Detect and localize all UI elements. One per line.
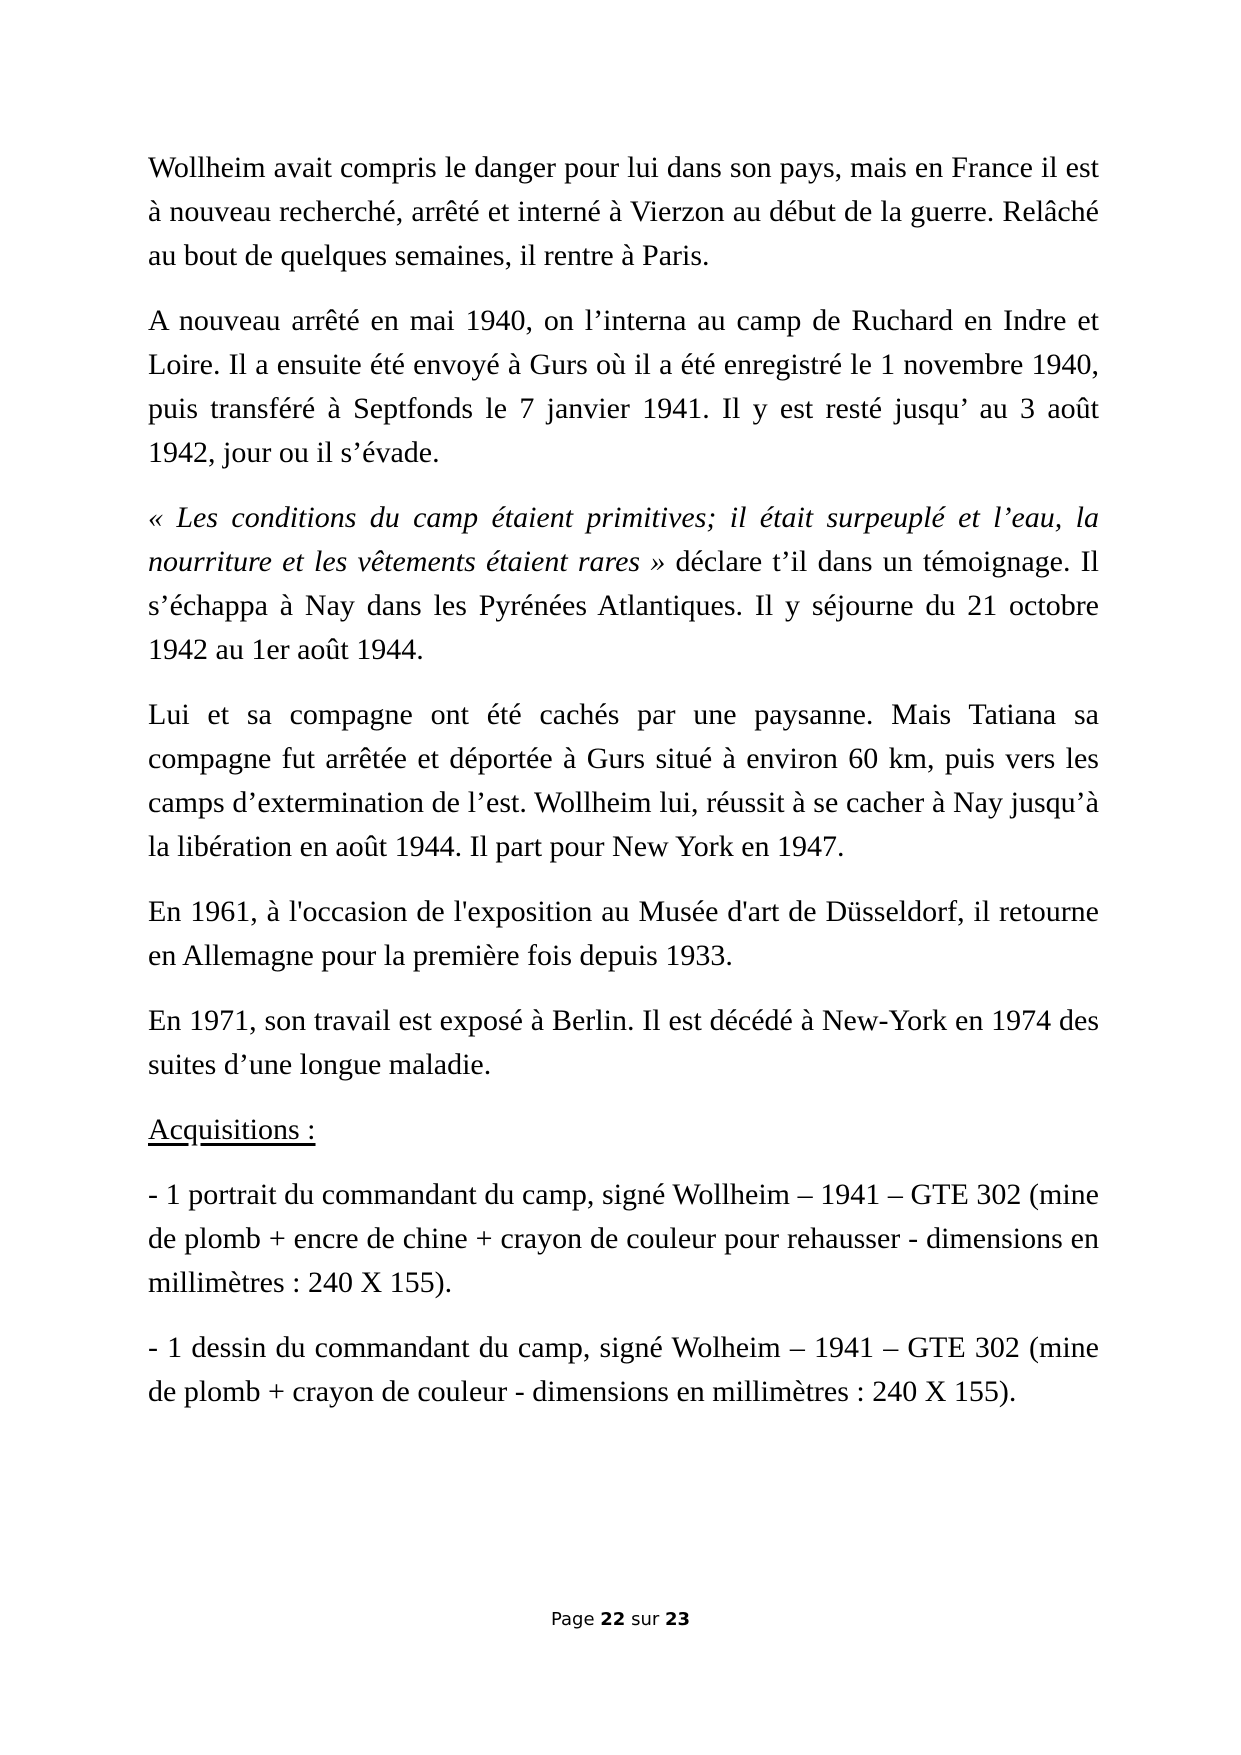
paragraph-return-germany: En 1961, à l'occasion de l'exposition au Musée d'art de Düsseldorf, il retourne en Allemagne pour la première fois depuis 1933. (148, 895, 1099, 972)
paragraph-internment-camps: A nouveau arrêté en mai 1940, on l’interna au camp de Ruchard en Indre et Loire. Il a ensuite été envoyé à Gurs où il a été enregistré le 1 novembre 1940, puis transféré à Septfonds le 7 janvier 1941. Il y est resté jusqu’ au 3 août 1942, jour ou il s’évade. (148, 304, 1099, 469)
paragraph-death: En 1971, son travail est exposé à Berlin. Il est décédé à New-York en 1974 des suites d’une longue maladie. (148, 1004, 1099, 1081)
acquisition-item: - 1 dessin du commandant du camp, signé Wolheim – 1941 – GTE 302 (mine de plomb + crayon de couleur - dimensions en millimètres : 240 X 155). (148, 1331, 1099, 1408)
page-current-number: 22 (600, 1609, 626, 1630)
page-total-number: 23 (664, 1609, 691, 1630)
acquisition-item: - 1 portrait du commandant du camp, signé Wollheim – 1941 – GTE 302 (mine de plomb + encre de chine + crayon de couleur pour rehausser - dimensions en millimètres : 240 X 155). (148, 1178, 1099, 1299)
page-footer (0, 1608, 1241, 1632)
acquisitions-heading: Acquisitions : (148, 1113, 316, 1146)
page-separator: sur (631, 1609, 660, 1630)
page-label: Page (550, 1609, 595, 1630)
testimony-quote: « Les conditions du camp étaient primitives; il était surpeuplé et l’eau, la nourriture et les vêtements étaient rares » (148, 501, 1099, 578)
paragraph-hiding-nay: Lui et sa compagne ont été cachés par une paysanne. Mais Tatiana sa compagne fut arrêtée et déportée à Gurs situé à environ 60 km, puis vers les camps d’extermination de l’est. Wollheim lui, réussit à se cacher à Nay jusqu’à la libération en août 1944. Il part pour New York en 1947. (148, 698, 1099, 863)
document-body (148, 146, 1099, 1435)
testimony-text: déclare t’il dans un témoignage. Il s’échappa à Nay dans les Pyrénées Atlantiques. Il y séjourne du 21 octobre 1942 au 1er août 1944. (148, 545, 1099, 666)
paragraph-arrest-vierzon: Wollheim avait compris le danger pour lui dans son pays, mais en France il est à nouveau recherché, arrêté et interné à Vierzon au début de la guerre. Relâché au bout de quelques semaines, il rentre à Paris. (148, 151, 1099, 272)
paragraph-testimony (148, 496, 1099, 672)
